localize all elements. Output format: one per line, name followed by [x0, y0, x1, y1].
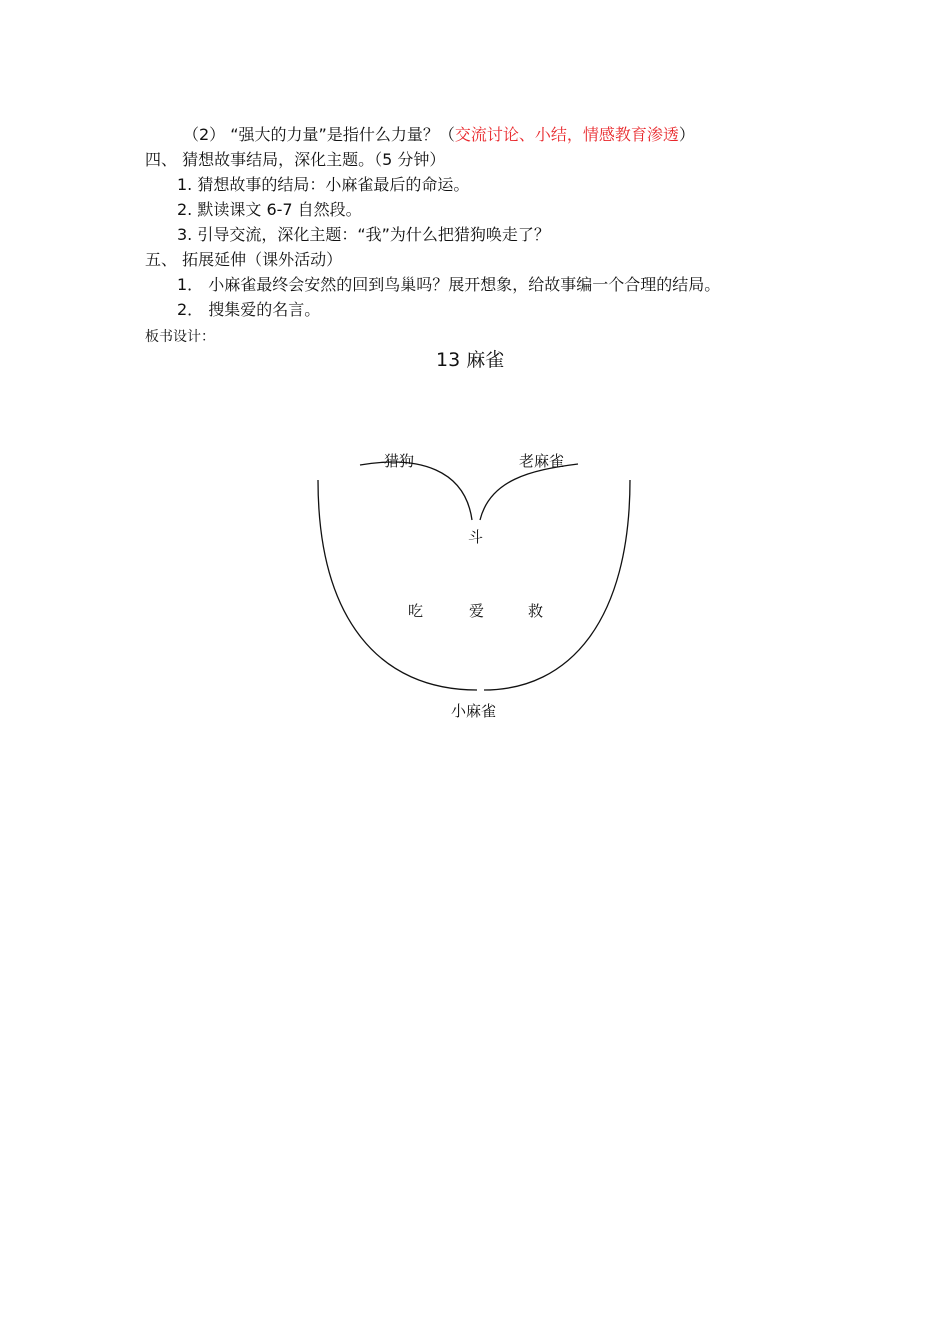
teaching-note-red: 交流讨论、小结，情感教育渗透 — [454, 125, 679, 144]
question-2-text: （2） “强大的力量”是指什么力量？（ — [183, 125, 455, 144]
right-outer-arc — [484, 480, 630, 690]
left-inner-arc — [360, 462, 472, 520]
section-four-item-2: 2. 默读课文 6-7 自然段。 — [177, 200, 362, 219]
section-five-item-1: 1． 小麻雀最终会安然的回到鸟巢吗？展开想象，给故事编一个合理的结局。 — [177, 275, 721, 294]
section-four-heading: 四、 猜想故事结局，深化主题。（5 分钟） — [145, 150, 446, 169]
section-four-item-1: 1. 猜想故事的结局：小麻雀最后的命运。 — [177, 175, 470, 194]
right-inner-arc — [480, 464, 578, 520]
label-save: 救 — [528, 602, 544, 620]
board-design-label: 板书设计： — [145, 329, 215, 345]
section-five-item-2: 2． 搜集爱的名言。 — [177, 300, 321, 319]
label-eat: 吃 — [408, 602, 424, 620]
label-old-sparrow: 老麻雀 — [519, 452, 565, 470]
label-fight: 斗 — [468, 528, 484, 546]
label-little-sparrow: 小麻雀 — [451, 702, 497, 720]
board-title: 13 麻雀 — [436, 349, 505, 371]
section-five-heading: 五、 拓展延伸（课外活动） — [145, 250, 343, 269]
label-love: 爱 — [469, 602, 485, 620]
closing-paren: ） — [678, 125, 695, 144]
left-outer-arc — [318, 480, 477, 690]
section-four-item-3: 3. 引导交流，深化主题：“我”为什么把猎狗唤走了？ — [177, 225, 550, 244]
label-hunting-dog: 猎狗 — [384, 452, 415, 470]
